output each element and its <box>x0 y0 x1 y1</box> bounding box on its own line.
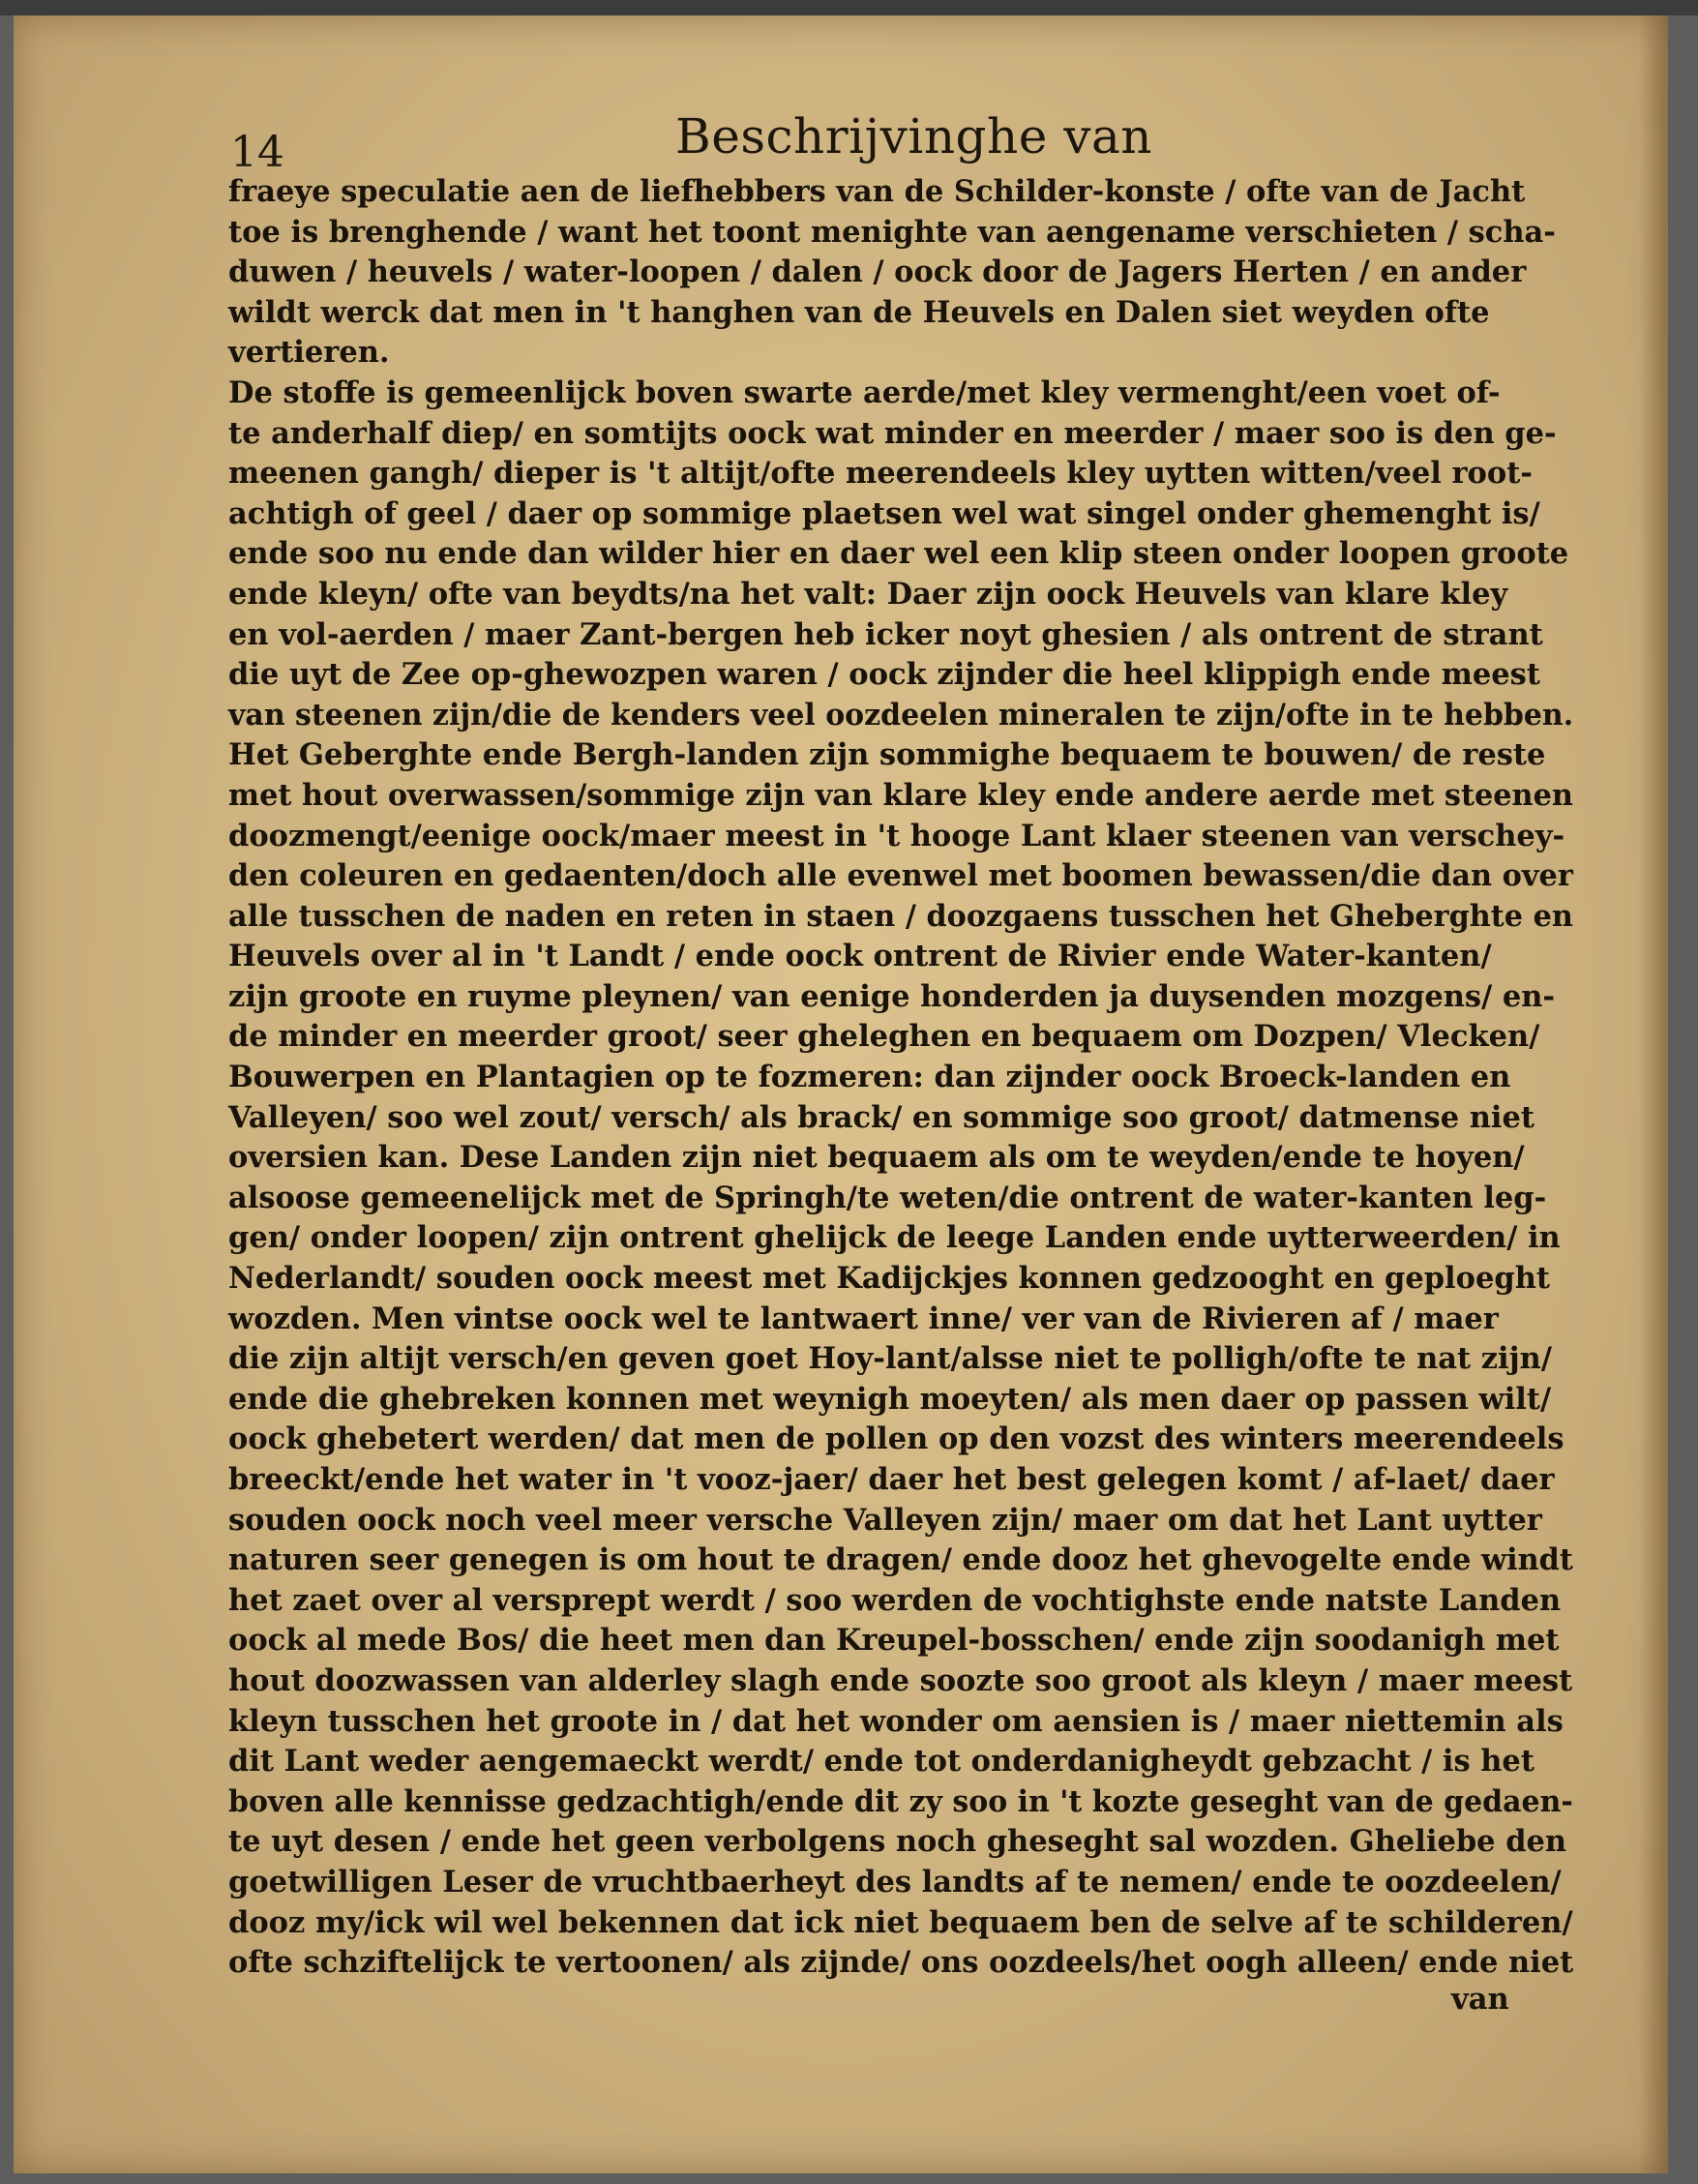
text-line: duwen / heuvels / water-loopen / dalen / oock door de Jagers Herten / en ander <box>228 254 1527 290</box>
text-line: meenen gangh/ dieper is 't altijt/ofte meerendeels kley uytten witten/veel root- <box>228 456 1533 492</box>
text-line: en vol-aerden / maer Zant-bergen heb icker noyt ghesien / als ontrent de strant <box>228 616 1543 652</box>
text-line: boven alle kennisse gedzachtigh/ende dit zy soo in 't kozte geseght van de gedaen- <box>228 1783 1573 1819</box>
text-line: gen/ onder loopen/ zijn ontrent ghelijck de leege Landen ende uytterweerden/ in <box>228 1220 1561 1256</box>
text-line: ende soo nu ende dan wilder hier en daer wel een klip steen onder loopen groote <box>228 536 1569 572</box>
text-line: toe is brenghende / want het toont menighte van aengename verschieten / scha- <box>228 214 1556 250</box>
text-line: met hout overwassen/sommige zijn van klare kley ende andere aerde met steenen <box>228 777 1573 813</box>
text-line: vertieren. <box>228 335 390 371</box>
page-number: 14 <box>230 128 284 177</box>
text-line: die zijn altijt versch/en geven goet Hoy-lant/alsse niet te polligh/ofte te nat zijn/ <box>228 1341 1552 1377</box>
text-line: dit Lant weder aengemaeckt werdt/ ende tot onderdanigheydt gebzacht / is het <box>228 1744 1534 1780</box>
text-line: hout doozwassen van alderley slagh ende soozte soo groot als kleyn / maer meest <box>228 1662 1573 1698</box>
text-line: wozden. Men vintse oock wel te lantwaert inne/ ver van de Rivieren af / maer <box>228 1301 1499 1336</box>
text-line: wildt werck dat men in 't hanghen van de Heuvels en Dalen siet weyden ofte <box>228 294 1490 330</box>
text-line: ofte schziftelijck te vertoonen/ als zijnde/ ons oozdeels/het oogh alleen/ ende niet <box>228 1945 1574 1981</box>
body-text <box>228 172 1573 1984</box>
catchword: van <box>1451 1982 1509 2017</box>
text-line: de minder en meerder groot/ seer gheleghen en bequaem om Dozpen/ Vlecken/ <box>228 1019 1540 1055</box>
text-line: te uyt desen / ende het geen verbolgens noch gheseght sal wozden. Gheliebe den <box>228 1824 1567 1860</box>
text-line: dooz my/ick wil wel bekennen dat ick niet bequaem ben de selve af te schilderen/ <box>228 1904 1573 1940</box>
text-line: het zaet over al versprept werdt / soo werden de vochtighste ende natste Landen <box>228 1582 1562 1618</box>
text-line: Nederlandt/ souden oock meest met Kadijckjes konnen gedzooght en geploeght <box>228 1261 1550 1297</box>
text-line: alsoose gemeenelijck met de Springh/te weten/die ontrent de water-kanten leg- <box>228 1180 1547 1215</box>
text-line: alle tusschen de naden en reten in staen / doozgaens tusschen het Gheberghte en <box>228 898 1573 934</box>
running-title: Beschrijvinghe van <box>675 108 1152 165</box>
text-line: kleyn tusschen het groote in / dat het wonder om aensien is / maer niettemin als <box>228 1703 1564 1739</box>
text-line: oversien kan. Dese Landen zijn niet bequaem als om te weyden/ende te hoyen/ <box>228 1140 1525 1176</box>
text-line: naturen seer genegen is om hout te dragen/ ende dooz het ghevogelte ende windt <box>228 1542 1573 1578</box>
text-line: ende kleyn/ ofte van beydts/na het valt: Daer zijn oock Heuvels van klare kley <box>228 576 1508 612</box>
text-line: oock ghebetert werden/ dat men de pollen op den vozst des winters meerendeels <box>228 1421 1564 1457</box>
page-edge-shadow <box>1639 15 1668 2173</box>
text-line: oock al mede Bos/ die heet men dan Kreupel-bosschen/ ende zijn soodanigh met <box>228 1623 1560 1659</box>
text-line: van steenen zijn/die de kenders veel oozdeelen mineralen te zijn/ofte in te hebben. <box>228 697 1574 733</box>
text-line: die uyt de Zee op-ghewozpen waren / oock zijnder die heel klippigh ende meest <box>228 657 1540 693</box>
page-header <box>215 108 1569 176</box>
text-line: te anderhalf diep/ en somtijts oock wat minder en meerder / maer soo is den ge- <box>228 415 1557 451</box>
scan-border <box>0 0 1698 15</box>
text-line: fraeye speculatie aen de liefhebbers van de Schilder-konste / ofte van de Jacht <box>228 174 1526 209</box>
text-line: De stoffe is gemeenlijck boven swarte aerde/met kley vermenght/een voet of- <box>228 374 1501 410</box>
text-line: Heuvels over al in 't Landt / ende oock ontrent de Rivier ende Water-kanten/ <box>228 939 1492 974</box>
text-line: Valleyen/ soo wel zout/ versch/ als brack/ en sommige soo groot/ datmense niet <box>228 1099 1534 1135</box>
text-line: zijn groote en ruyme pleynen/ van eenige honderden ja duysenden mozgens/ en- <box>228 978 1556 1014</box>
text-line: den coleuren en gedaenten/doch alle evenwel met boomen bewassen/die dan over <box>228 858 1573 894</box>
text-line: breeckt/ende het water in 't vooz-jaer/ daer het best gelegen komt / af-laet/ daer <box>228 1462 1555 1497</box>
text-line: ende die ghebreken konnen met weynigh moeyten/ als men daer op passen wilt/ <box>228 1381 1552 1417</box>
text-line: souden oock noch veel meer versche Valleyen zijn/ maer om dat het Lant uytter <box>228 1502 1542 1538</box>
text-line: goetwilligen Leser de vruchtbaerheyt des landts af te nemen/ ende te oozdeelen/ <box>228 1864 1562 1900</box>
text-line: Bouwerpen en Plantagien op te fozmeren: dan zijnder oock Broeck-landen en <box>228 1060 1511 1095</box>
text-line: doozmengt/eenige oock/maer meest in 't hooge Lant klaer steenen van verschey- <box>228 818 1565 853</box>
text-line: achtigh of geel / daer op sommige plaetsen wel wat singel onder ghemenght is/ <box>228 495 1540 531</box>
text-line: Het Geberghte ende Bergh-landen zijn sommighe bequaem te bouwen/ de reste <box>228 737 1546 773</box>
